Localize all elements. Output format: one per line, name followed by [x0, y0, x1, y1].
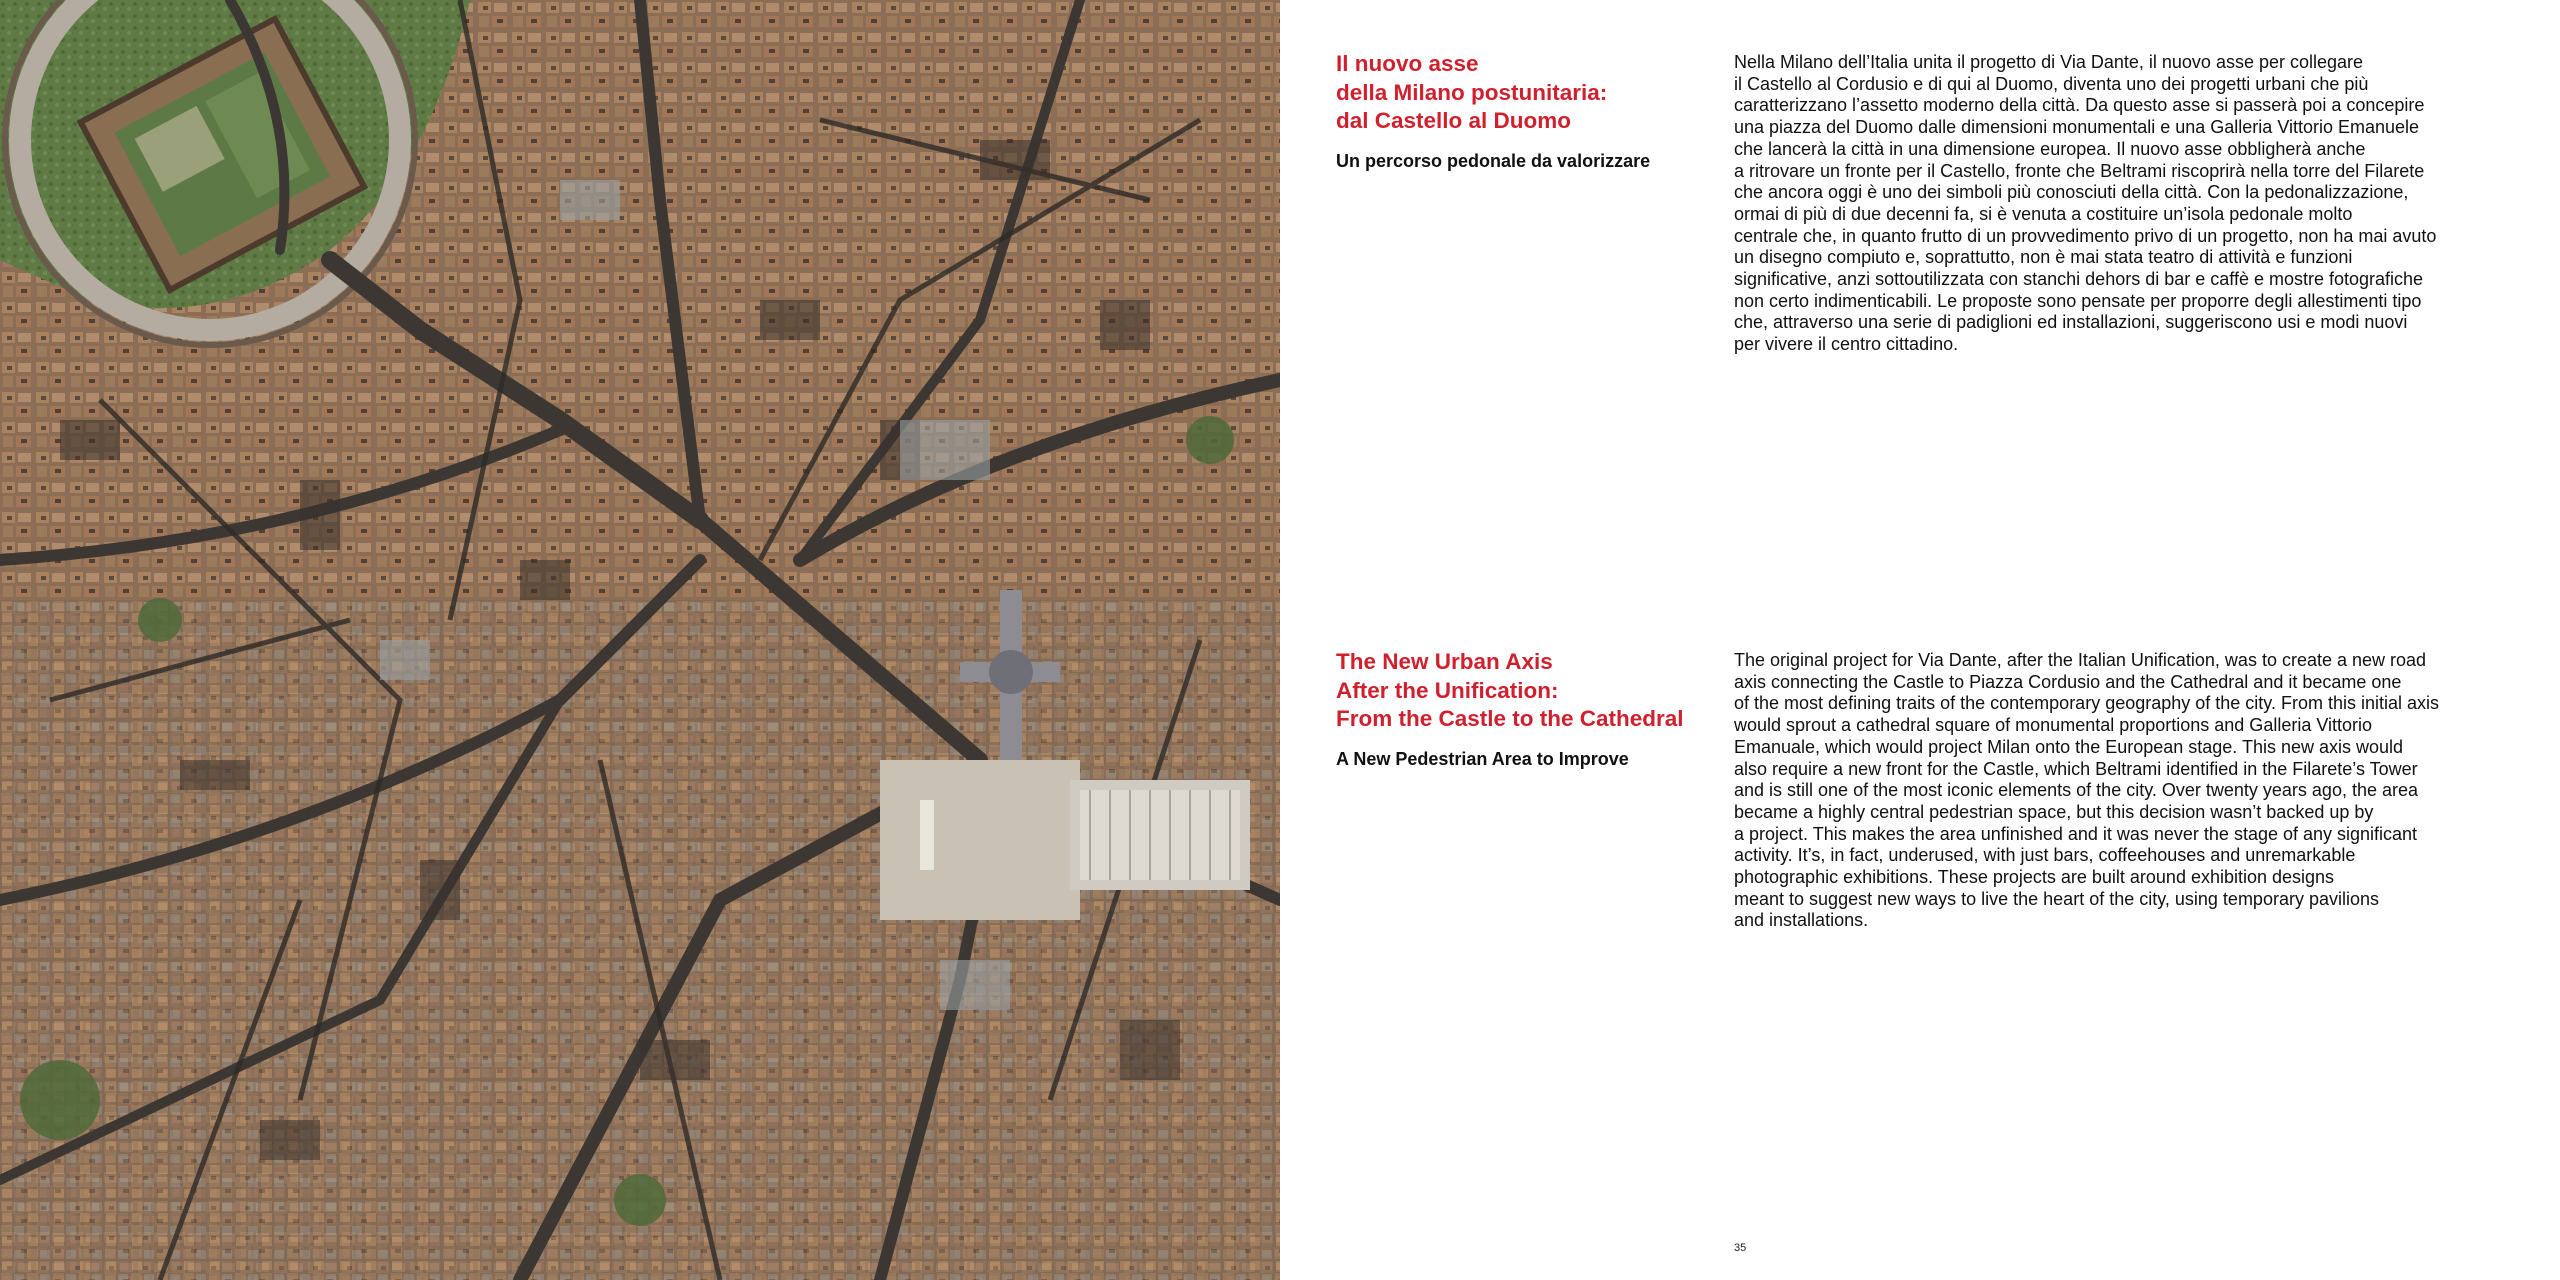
body-line: significative, anzi sottoutilizzata con stanchi dehors di bar e caffè e mostre fotografiche	[1734, 269, 2424, 290]
body-line: un disegno compiuto e, soprattutto, non è mai stata teatro di attività e funzioni	[1734, 247, 2353, 268]
body-line: The original project for Via Dante, after the Italian Unification, was to create a new road	[1734, 650, 2427, 670]
body-line: a ritrovare un fronte per il Castello, fronte che Beltrami riscoprirà nella torre del Filarete	[1734, 160, 2425, 181]
english-title-line: The New Urban Axis	[1336, 649, 1553, 674]
italian-body-text	[1734, 52, 2524, 356]
italian-title-line: dal Castello al Duomo	[1336, 108, 1572, 133]
body-line: una piazza del Duomo dalle dimensioni monumentali e una Galleria Vittorio Emanuele	[1734, 117, 2420, 138]
body-line: also require a new front for the Castle, which Beltrami identified in the Filarete’s Tower	[1734, 758, 2418, 779]
body-line: ormai di più di due decenni fa, si è venuta a costituire un’isola pedonale molto	[1734, 203, 2353, 224]
body-line: and is still one of the most iconic elements of the city. Over twenty years ago, the area	[1734, 780, 2418, 801]
english-body-text	[1734, 650, 2524, 932]
italian-title	[1336, 50, 1716, 136]
body-line: che lancerà la città in una dimensione europea. Il nuovo asse obbligherà anche	[1734, 138, 2366, 159]
body-line: photographic exhibitions. These projects are built around exhibition designs	[1734, 867, 2335, 888]
body-line: axis connecting the Castle to Piazza Cordusio and the Cathedral and it became one	[1734, 671, 2402, 692]
body-line: became a highly central pedestrian space, but this decision wasn’t backed up by	[1734, 801, 2374, 822]
body-line: Nella Milano dell’Italia unita il progetto di Via Dante, il nuovo asse per collegare	[1734, 52, 2364, 72]
body-line: non certo indimenticabili. Le proposte sono pensate per proporre degli allestimenti tipo	[1734, 290, 2422, 311]
english-title	[1336, 648, 1716, 734]
italian-title-line: Il nuovo asse	[1336, 51, 1479, 76]
page-number: 35	[1734, 1242, 1747, 1254]
italian-title-line: della Milano postunitaria:	[1336, 79, 1608, 105]
english-title-line: After the Unification:	[1336, 677, 1559, 703]
body-line: meant to suggest new ways to live the heart of the city, using temporary pavilions	[1734, 888, 2379, 909]
body-line: a project. This makes the area unfinished and it was never the stage of any significant	[1734, 823, 2418, 844]
italian-subtitle: Un percorso pedonale da valorizzare	[1336, 151, 1651, 171]
english-title-line: From the Castle to the Cathedral	[1336, 706, 1684, 731]
body-line: che ancora oggi è uno dei simboli più conosciuti della città. Con la pedonalizzazione,	[1734, 182, 2409, 203]
body-line: would sprout a cathedral square of monumental proportions and Galleria Vittorio	[1734, 715, 2373, 736]
body-line: che, attraverso una serie di padiglioni ed installazioni, suggeriscono usi e modi nuovi	[1734, 312, 2408, 333]
body-line: per vivere il centro cittadino.	[1734, 334, 1959, 355]
body-line: activity. It’s, in fact, underused, with just bars, coffeehouses and unremarkable	[1734, 845, 2356, 866]
body-line: Emanuale, which would project Milan onto the European stage. This new axis would	[1734, 736, 2404, 757]
body-line: of the most defining traits of the contemporary geography of the city. From this initial axis	[1734, 693, 2439, 714]
text-page	[1280, 0, 2560, 1280]
body-line: centrale che, in quanto frutto di un provvedimento privo di un progetto, non ha mai avuto	[1734, 225, 2437, 246]
english-subtitle: A New Pedestrian Area to Improve	[1336, 749, 1629, 769]
body-line: caratterizzano l’assetto moderno della città. Da questo asse si passerà poi a concepire	[1734, 95, 2425, 116]
body-line: and installations.	[1734, 910, 1869, 931]
body-line: il Castello al Cordusio e di qui al Duomo, diventa uno dei progetti urbani che più	[1734, 73, 2369, 94]
